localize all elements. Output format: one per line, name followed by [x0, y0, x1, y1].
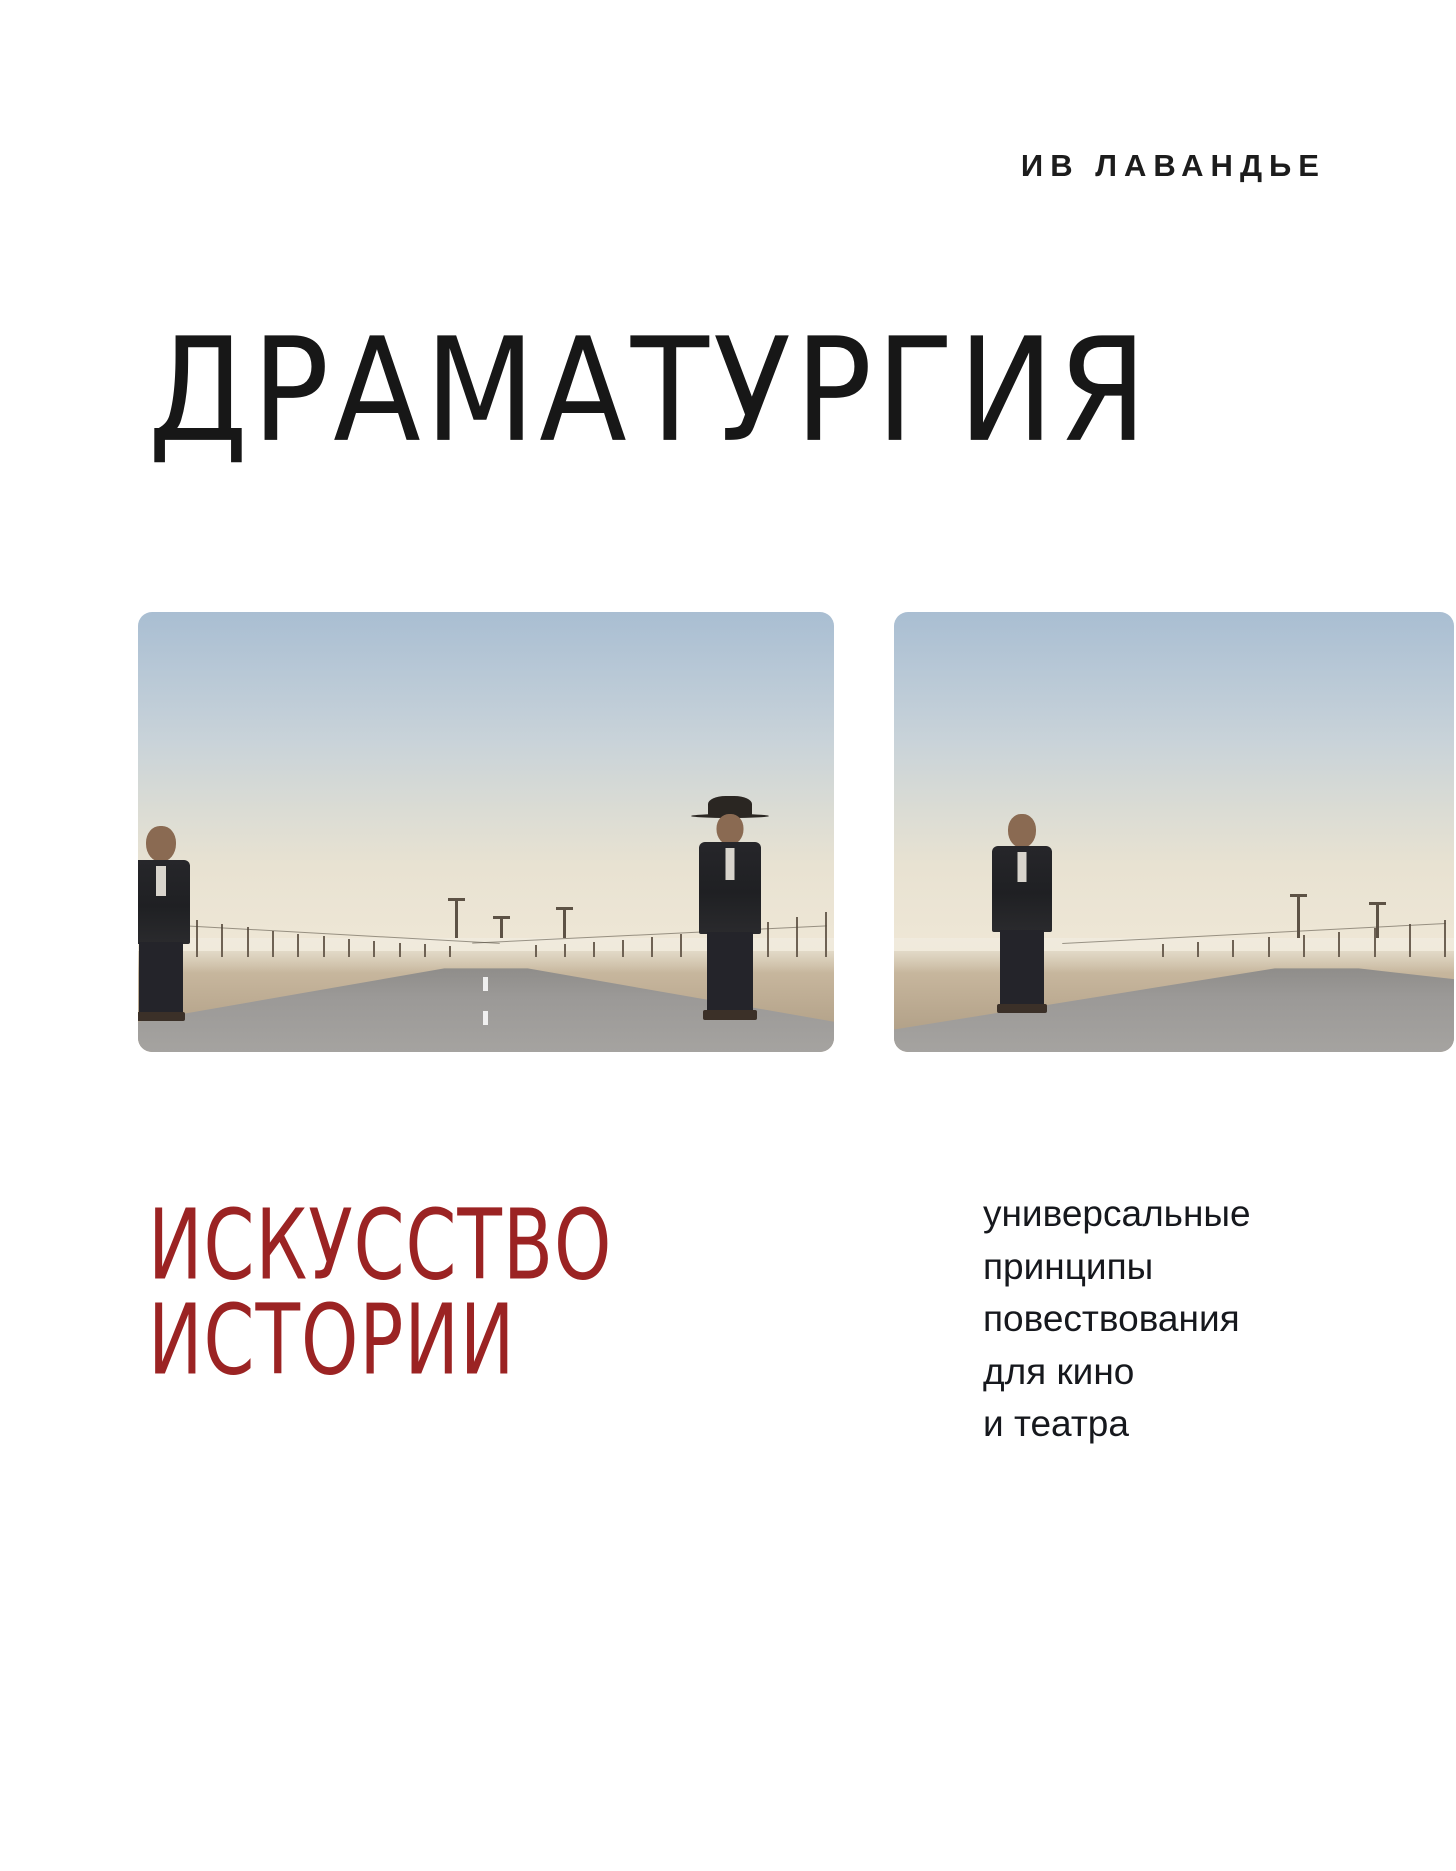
figure-secondary	[989, 814, 1055, 1026]
telegraph-pole	[455, 898, 458, 938]
fence-right	[1062, 920, 1454, 973]
series-line-1: ИСКУССТВО	[148, 1187, 613, 1302]
cover-photo-2	[894, 612, 1454, 1052]
book-title: ДРАМАТУРГИЯ	[148, 307, 1151, 475]
subtitle-line: для кино	[983, 1350, 1135, 1392]
fence-right	[472, 920, 834, 973]
cover-photo-strip	[138, 612, 1456, 1052]
subtitle-line: принципы	[983, 1245, 1154, 1287]
figure-left-partial	[138, 826, 192, 1026]
author-name: ИВ ЛАВАНДЬЕ	[1020, 148, 1326, 183]
road-center-line	[483, 977, 488, 1043]
subtitle-line: повествования	[983, 1298, 1240, 1340]
subtitle-line: и театра	[983, 1403, 1129, 1445]
series-line-2: ИСТОРИИ	[148, 1283, 516, 1397]
series-title	[148, 1187, 613, 1397]
subtitle-line: универсальные	[983, 1193, 1251, 1234]
fence-left	[138, 920, 500, 973]
telegraph-pole	[500, 916, 503, 938]
telegraph-pole	[1297, 894, 1300, 938]
figure-main-with-hat	[695, 796, 765, 1028]
telegraph-pole	[1376, 902, 1379, 937]
cover-photo-1	[138, 612, 834, 1052]
book-subtitle	[983, 1188, 1403, 1451]
telegraph-pole	[563, 907, 566, 938]
